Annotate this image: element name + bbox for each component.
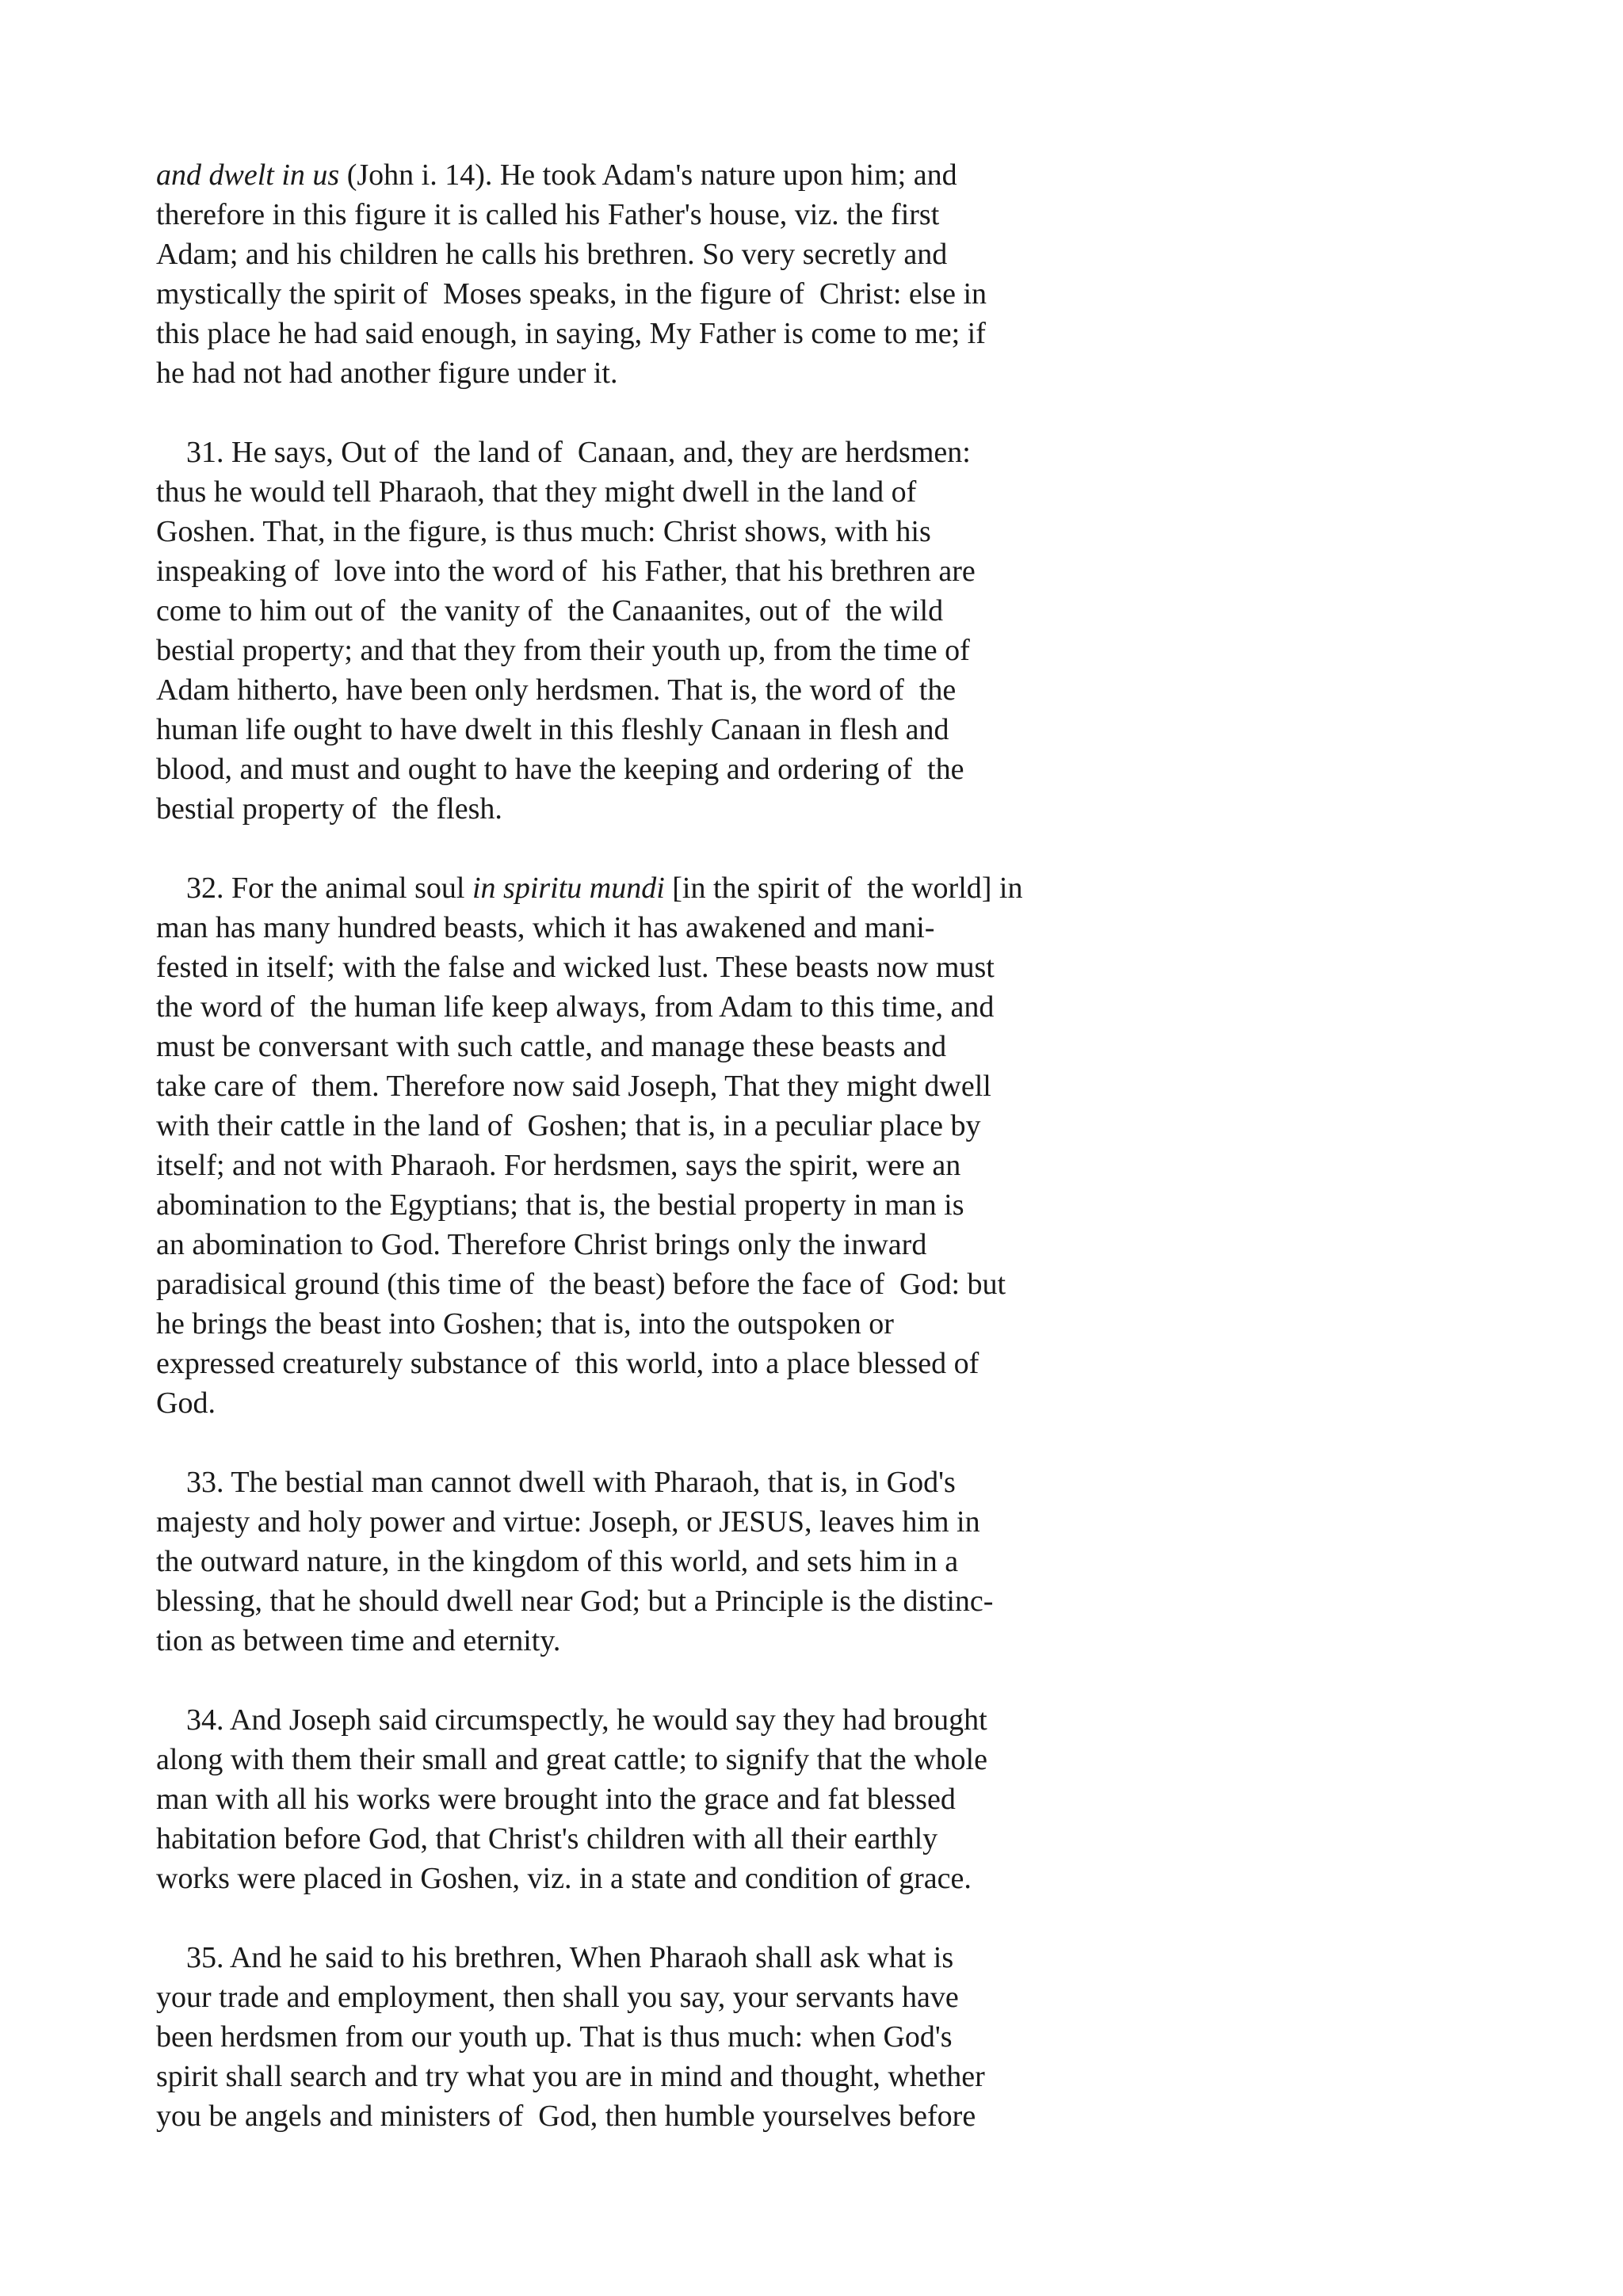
- text-line: [156, 195, 1361, 235]
- text-run: he brings the beast into Goshen; that is, into the outspoken or: [156, 1307, 894, 1341]
- text-line: [156, 631, 1361, 670]
- text-run: he had not had another figure under it.: [156, 357, 618, 390]
- text-run: bestial property of the flesh.: [156, 792, 502, 826]
- paragraph: [156, 433, 1361, 829]
- text-line: [156, 1859, 1361, 1898]
- text-run: blood, and must and ought to have the keeping and ordering of the: [156, 753, 964, 786]
- text-line: [156, 1344, 1361, 1383]
- text-run: thus he would tell Pharaoh, that they might dwell in the land of: [156, 475, 917, 509]
- text-line: [156, 1700, 1361, 1740]
- text-run: expressed creaturely substance of this world, into a place blessed of: [156, 1347, 980, 1380]
- text-line: [156, 868, 1361, 908]
- text-line: [156, 235, 1361, 274]
- text-line: [156, 2017, 1361, 2057]
- text-line: [156, 1066, 1361, 1106]
- text-run: tion as between time and eternity.: [156, 1624, 561, 1657]
- text-line: [156, 670, 1361, 710]
- text-run: an abomination to God. Therefore Christ brings only the inward: [156, 1228, 927, 1261]
- text-run: your trade and employment, then shall you say, your servants have: [156, 1981, 959, 2014]
- text-run: take care of them. Therefore now said Joseph, That they might dwell: [156, 1070, 991, 1103]
- text-line: [156, 1621, 1361, 1661]
- text-line: [156, 1225, 1361, 1264]
- text-line: [156, 551, 1361, 591]
- text-run: fested in itself; with the false and wicked lust. These beasts now must: [156, 951, 995, 984]
- italic-text: in spiritu mundi: [472, 871, 665, 905]
- text-run: the word of the human life keep always, from Adam to this time, and: [156, 990, 995, 1024]
- text-run: with their cattle in the land of Goshen; that is, in a peculiar place by: [156, 1109, 981, 1142]
- text-line: [156, 749, 1361, 789]
- text-run: Adam hitherto, have been only herdsmen. That is, the word of the: [156, 673, 957, 707]
- text-run: human life ought to have dwelt in this fleshly Canaan in flesh and: [156, 713, 949, 746]
- paragraph: [156, 155, 1361, 393]
- text-run: [in the spirit of the world] in: [664, 871, 1023, 905]
- text-run: paradisical ground (this time of the beast) before the face of God: but: [156, 1268, 1006, 1301]
- text-line: [156, 1146, 1361, 1185]
- text-line: [156, 1264, 1361, 1304]
- text-run: 35. And he said to his brethren, When Pharaoh shall ask what is: [156, 1941, 954, 1974]
- text-line: [156, 1978, 1361, 2017]
- text-run: the outward nature, in the kingdom of this world, and sets him in a: [156, 1545, 959, 1578]
- text-run: been herdsmen from our youth up. That is thus much: when God's: [156, 2020, 953, 2054]
- text-run: majesty and holy power and virtue: Joseph, or JESUS, leaves him in: [156, 1505, 980, 1539]
- text-run: along with them their small and great cattle; to signify that the whole: [156, 1743, 987, 1776]
- text-run: spirit shall search and try what you are in mind and thought, whether: [156, 2060, 985, 2093]
- text-line: [156, 2096, 1361, 2136]
- text-run: this place he had said enough, in saying, My Father is come to me; if: [156, 317, 986, 350]
- text-run: blessing, that he should dwell near God; but a Principle is the distinc-: [156, 1585, 994, 1618]
- text-line: [156, 1304, 1361, 1344]
- text-line: [156, 1027, 1361, 1066]
- text-run: abomination to the Egyptians; that is, the bestial property in man is: [156, 1188, 964, 1222]
- text-run: bestial property; and that they from their youth up, from the time of: [156, 634, 970, 667]
- text-line: [156, 353, 1361, 393]
- body-text: [156, 155, 1361, 2136]
- paragraph: [156, 1463, 1361, 1661]
- text-line: [156, 1740, 1361, 1779]
- text-run: 32. For the animal soul: [156, 871, 472, 905]
- text-line: [156, 948, 1361, 987]
- text-line: [156, 1938, 1361, 1978]
- text-line: [156, 314, 1361, 353]
- text-line: [156, 155, 1361, 195]
- text-run: habitation before God, that Christ's children with all their earthly: [156, 1822, 938, 1855]
- text-run: come to him out of the vanity of the Canaanites, out of the wild: [156, 594, 944, 627]
- text-run: itself; and not with Pharaoh. For herdsmen, says the spirit, were an: [156, 1149, 961, 1182]
- text-line: [156, 789, 1361, 829]
- text-line: [156, 1106, 1361, 1146]
- text-run: 34. And Joseph said circumspectly, he would say they had brought: [156, 1703, 987, 1737]
- text-line: [156, 1542, 1361, 1581]
- text-line: [156, 2057, 1361, 2096]
- text-line: [156, 1502, 1361, 1542]
- text-run: Goshen. That, in the figure, is thus much: Christ shows, with his: [156, 515, 931, 548]
- italic-text: and dwelt in us: [156, 158, 340, 192]
- text-line: [156, 512, 1361, 551]
- text-line: [156, 710, 1361, 749]
- text-run: works were placed in Goshen, viz. in a state and condition of grace.: [156, 1862, 972, 1895]
- text-run: God.: [156, 1386, 216, 1420]
- text-run: (John i. 14). He took Adam's nature upon him; and: [339, 158, 957, 192]
- text-line: [156, 472, 1361, 512]
- text-run: you be angels and ministers of God, then humble yourselves before: [156, 2100, 976, 2133]
- text-run: Adam; and his children he calls his brethren. So very secretly and: [156, 238, 948, 271]
- text-line: [156, 1779, 1361, 1819]
- paragraph: [156, 1938, 1361, 2136]
- text-run: man has many hundred beasts, which it has awakened and mani-: [156, 911, 935, 944]
- text-run: 31. He says, Out of the land of Canaan, and, they are herdsmen:: [156, 436, 971, 469]
- text-line: [156, 1463, 1361, 1502]
- text-line: [156, 987, 1361, 1027]
- text-line: [156, 433, 1361, 472]
- text-line: [156, 274, 1361, 314]
- text-line: [156, 591, 1361, 631]
- text-run: 33. The bestial man cannot dwell with Pharaoh, that is, in God's: [156, 1466, 956, 1499]
- text-run: therefore in this figure it is called his Father's house, viz. the first: [156, 198, 940, 231]
- text-line: [156, 1581, 1361, 1621]
- text-line: [156, 908, 1361, 948]
- text-run: man with all his works were brought into the grace and fat blessed: [156, 1783, 956, 1816]
- text-run: must be conversant with such cattle, and manage these beasts and: [156, 1030, 947, 1063]
- text-line: [156, 1819, 1361, 1859]
- text-line: [156, 1185, 1361, 1225]
- paragraph: [156, 1700, 1361, 1898]
- text-run: inspeaking of love into the word of his Father, that his brethren are: [156, 555, 976, 588]
- text-line: [156, 1383, 1361, 1423]
- paragraph: [156, 868, 1361, 1423]
- text-run: mystically the spirit of Moses speaks, in the figure of Christ: else in: [156, 277, 987, 311]
